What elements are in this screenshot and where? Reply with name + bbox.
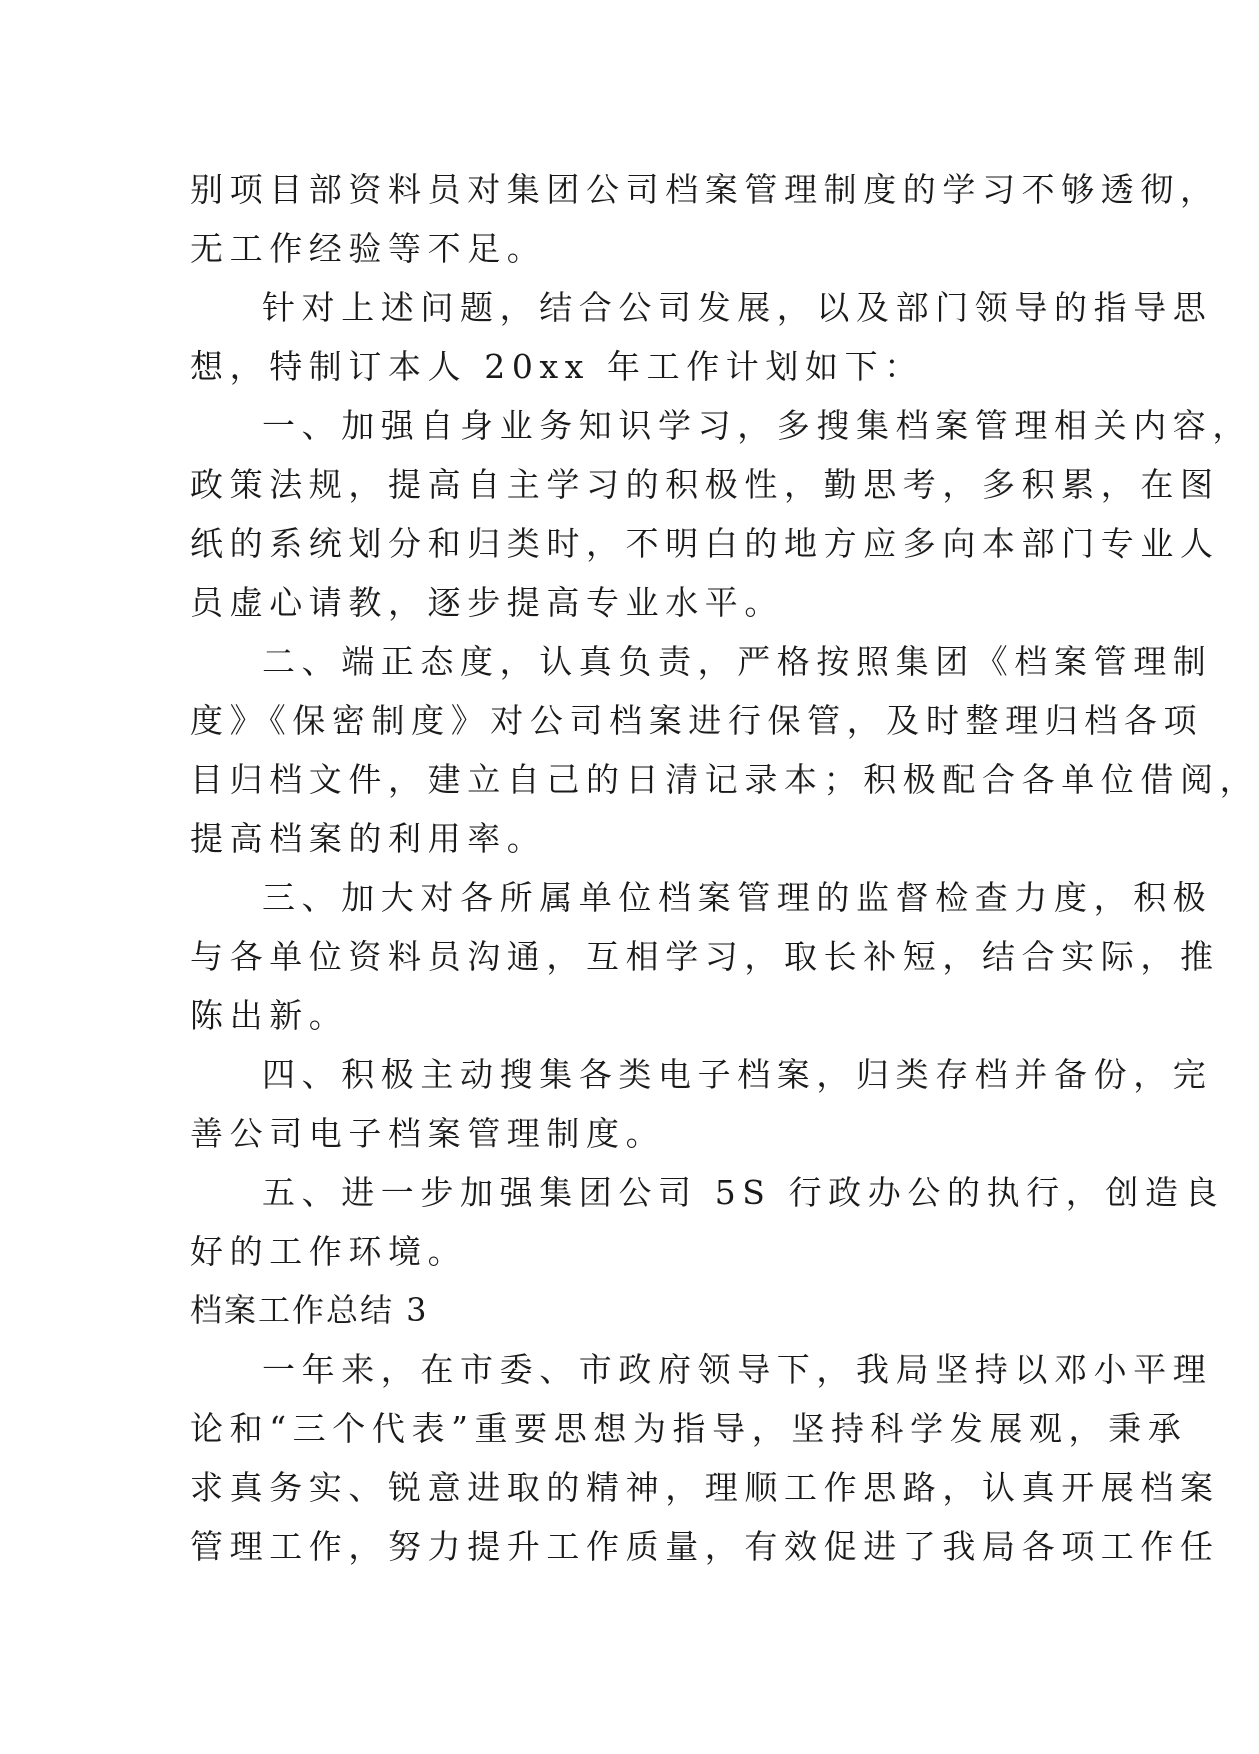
- text-line: 一年来，在市委、市政府领导下，我局坚持以邓小平理: [262, 1350, 1213, 1389]
- document-body: [190, 160, 1259, 1576]
- text-line: 好的工作环境。: [190, 1232, 468, 1271]
- text-line: 政策法规，提高自主学习的积极性，勤思考，多积累，在图: [190, 465, 1220, 504]
- text-line: 善公司电子档案管理制度。: [190, 1114, 666, 1153]
- text-line: 求真务实、锐意进取的精神，理顺工作思路，认真开展档案: [190, 1468, 1220, 1507]
- text-line: 目归档文件，建立自己的日清记录本；积极配合各单位借阅，: [190, 760, 1259, 799]
- text-line: 员虚心请教，逐步提高专业水平。: [190, 583, 784, 622]
- text-line: 与各单位资料员沟通，互相学习，取长补短，结合实际，推: [190, 937, 1220, 976]
- text-line: 论和“三个代表”重要思想为指导，坚持科学发展观，秉承: [190, 1409, 1188, 1448]
- section-heading: 档案工作总结 3: [190, 1291, 429, 1329]
- text-line: 二、端正态度，认真负责，严格按照集团《档案管理制: [262, 642, 1213, 681]
- text-line: 管理工作，努力提升工作质量，有效促进了我局各项工作任: [190, 1527, 1220, 1566]
- text-line: 四、积极主动搜集各类电子档案，归类存档并备份，完: [262, 1055, 1213, 1094]
- text-line: 想，特制订本人 20xx 年工作计划如下：: [190, 347, 924, 386]
- text-line: 三、加大对各所属单位档案管理的监督检查力度，积极: [262, 878, 1213, 917]
- text-line: 提高档案的利用率。: [190, 819, 547, 858]
- text-line: 无工作经验等不足。: [190, 229, 547, 268]
- text-line: 度》《保密制度》对公司档案进行保管，及时整理归档各项: [190, 701, 1204, 740]
- text-line: 别项目部资料员对集团公司档案管理制度的学习不够透彻，: [190, 170, 1220, 209]
- text-line: 一、加强自身业务知识学习，多搜集档案管理相关内容，: [262, 406, 1252, 445]
- text-line: 针对上述问题，结合公司发展，以及部门领导的指导思: [262, 288, 1213, 327]
- text-line: 五、进一步加强集团公司 5S 行政办公的执行，创造良: [262, 1173, 1225, 1212]
- text-line: 陈出新。: [190, 996, 349, 1035]
- text-line: 纸的系统划分和归类时，不明白的地方应多向本部门专业人: [190, 524, 1220, 563]
